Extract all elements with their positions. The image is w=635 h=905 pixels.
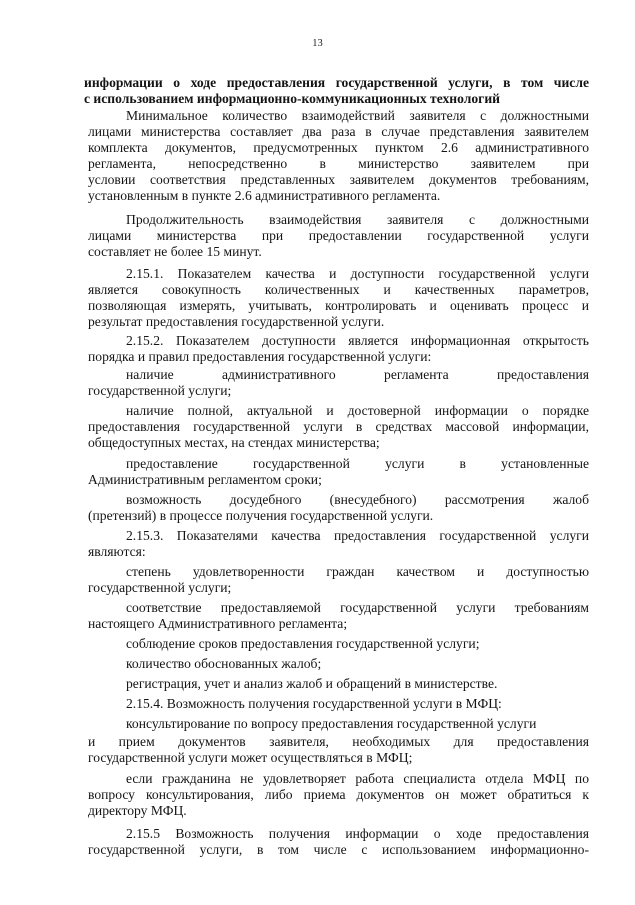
text-line: 2.15.1. Показателем качества и доступности государственной услуги bbox=[126, 266, 589, 281]
heading-line: информации о ходе предоставления государственной услуги, в том числе bbox=[84, 75, 589, 90]
text-line: предоставление государственной услуги в установленные bbox=[126, 456, 589, 471]
text-line: порядка и правил предоставления государственной услуги: bbox=[88, 349, 432, 364]
text-line: количество обоснованных жалоб; bbox=[126, 656, 322, 671]
text-line: государственной услуги может осуществляться в МФЦ; bbox=[88, 750, 413, 765]
text-line: 2.15.2. Показателем доступности является информационная открытость bbox=[126, 333, 589, 348]
text-line: степень удовлетворенности граждан качеством и доступностью bbox=[126, 564, 589, 579]
text-line: вопросу консультирования, либо приема документов он может обратиться к bbox=[88, 787, 589, 802]
text-line: и прием документов заявителя, необходимых для предоставления bbox=[88, 734, 589, 749]
text-line: 2.15.4. Возможность получения государственной услуги в МФЦ: bbox=[126, 696, 502, 711]
text-line: общедоступных местах, на стендах министерства; bbox=[88, 435, 380, 450]
text-line: Продолжительность взаимодействия заявителя с должностными bbox=[126, 212, 589, 227]
text-line: государственной услуги; bbox=[88, 383, 232, 398]
page-number: 13 bbox=[312, 38, 323, 49]
text-line: государственной услуги, в том числе с использованием информационно- bbox=[88, 842, 589, 857]
text-line: предоставления государственной услуги в средствах массовой информации, bbox=[88, 419, 589, 434]
text-line: если гражданина не удовлетворяет работа специалиста отдела МФЦ по bbox=[126, 771, 589, 786]
text-line: позволяющая измерять, учитывать, контролировать и оценивать процесс и bbox=[88, 298, 589, 313]
text-line: соблюдение сроков предоставления государственной услуги; bbox=[126, 636, 480, 651]
text-line: результат предоставления государственной услуги. bbox=[88, 314, 385, 329]
text-line: 2.15.5 Возможность получения информации о ходе предоставления bbox=[126, 826, 589, 841]
text-line: Административным регламентом сроки; bbox=[88, 472, 322, 487]
text-line: 2.15.3. Показателями качества предоставления государственной услуги bbox=[126, 528, 589, 543]
text-line: наличие полной, актуальной и достоверной информации о порядке bbox=[126, 403, 589, 418]
text-line: лицами министерства при предоставлении государственной услуги bbox=[88, 228, 589, 243]
text-line: регламента, непосредственно в министерство заявителем при bbox=[88, 156, 589, 171]
text-line: консультирование по вопросу предоставления государственной услуги bbox=[126, 716, 537, 731]
text-line: лицами министерства составляет два раза в случае представления заявителем bbox=[88, 124, 589, 139]
text-line: соответствие предоставляемой государственной услуги требованиям bbox=[126, 600, 589, 615]
text-line: установленным в пункте 2.6 административного регламента. bbox=[88, 188, 441, 203]
text-line: является совокупность количественных и качественных параметров, bbox=[88, 282, 589, 297]
text-line: Минимальное количество взаимодействий заявителя с должностными bbox=[126, 108, 589, 123]
text-line: настоящего Административного регламента; bbox=[88, 616, 348, 631]
text-line: являются: bbox=[88, 544, 146, 559]
text-line: комплекта документов, предусмотренных пунктом 2.6 административного bbox=[88, 140, 589, 155]
text-line: регистрация, учет и анализ жалоб и обращений в министерстве. bbox=[126, 676, 498, 691]
text-line: условии соответствия представленных заявителем документов требованиям, bbox=[88, 172, 589, 187]
text-line: наличие административного регламента предоставления bbox=[126, 367, 589, 382]
text-line: составляет не более 15 минут. bbox=[88, 244, 262, 259]
text-line: (претензий) в процессе получения государственной услуги. bbox=[88, 508, 434, 523]
text-line: государственной услуги; bbox=[88, 580, 232, 595]
text-line: возможность досудебного (внесудебного) рассмотрения жалоб bbox=[126, 492, 589, 507]
heading-line: с использованием информационно-коммуникационных технологий bbox=[84, 91, 501, 106]
text-line: директору МФЦ. bbox=[88, 803, 187, 818]
